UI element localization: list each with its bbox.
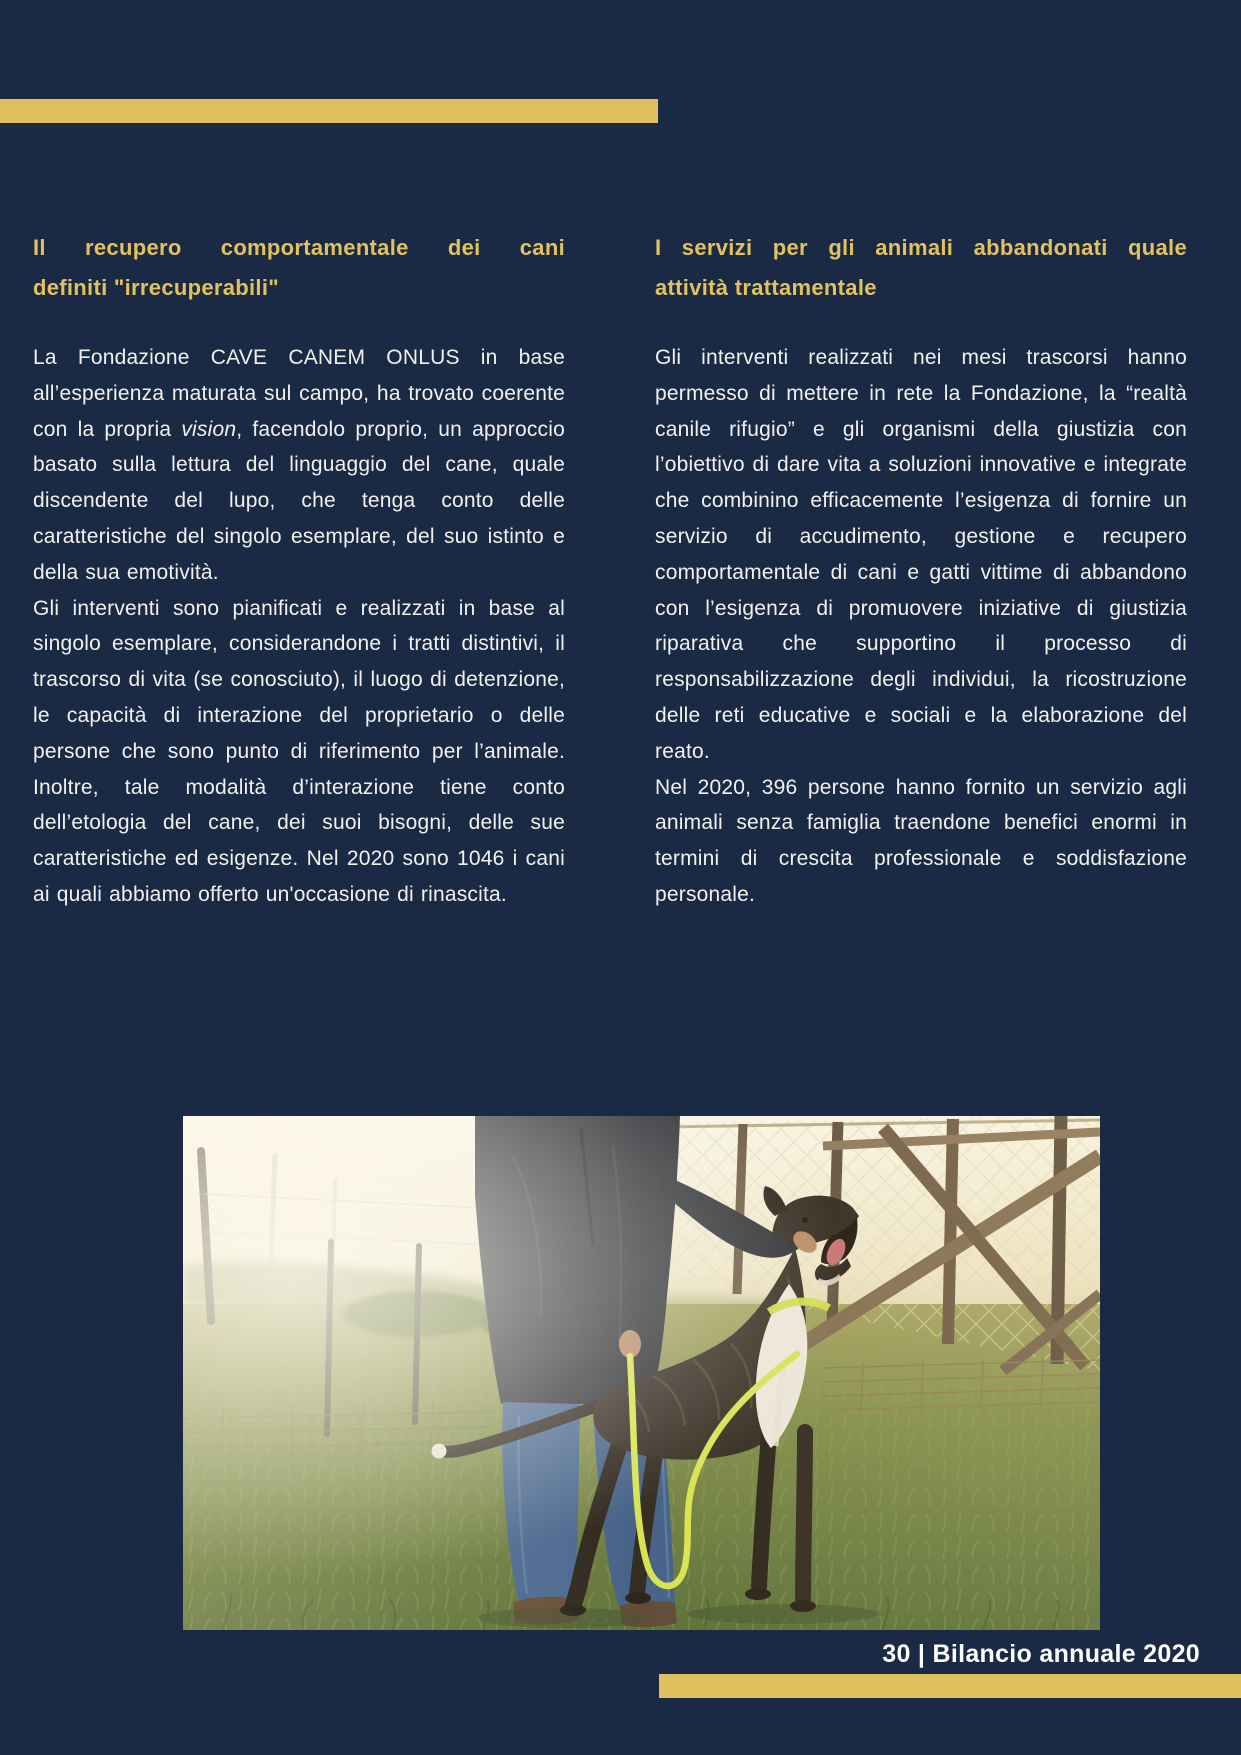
left-column	[33, 228, 565, 913]
vision-italic: vision	[181, 417, 237, 441]
left-heading-line-2: definiti "irrecuperabili"	[33, 275, 279, 300]
right-heading-line-1: I servizi per gli animali abbandonati quale	[655, 235, 1187, 260]
bottom-accent-bar	[659, 1674, 1241, 1698]
right-column-heading	[655, 228, 1187, 308]
left-column-heading	[33, 228, 565, 308]
left-column-body	[33, 340, 565, 913]
right-heading-line-2: attività trattamentale	[655, 275, 877, 300]
left-paragraph-1: La Fondazione CAVE CANEM ONLUS in base all’esperienza maturata sul campo, ha trovato coerente con la propria vision, facendolo proprio, un approccio basato sulla lettura del linguaggio del cane, quale discendente del lupo, che tenga conto delle caratteristiche del singolo esemplare, del suo istinto e della sua emotività.	[33, 346, 566, 584]
right-column	[655, 228, 1187, 913]
left-paragraph-2: Gli interventi sono pianificati e realizzati in base al singolo esemplare, considerandone i tratti distintivi, il trascorso di vita (se conosciuto), il luogo di detenzione, le capacità di interazione del proprietario o delle persone che sono punto di riferimento per l’animale. Inoltre, tale modalità d’interazione tiene conto dell’etologia del cane, dei suoi bisogni, delle sue caratteristiche ed esigenze. Nel 2020 sono 1046 i cani ai quali abbiamo offerto un'occasione di rinascita.	[33, 596, 565, 906]
right-paragraph-1: Gli interventi realizzati nei mesi trascorsi hanno permesso di mettere in rete la Fondazione, la “realtà canile rifugio” e gli organismi della giustizia con l’obiettivo di dare vita a soluzioni innovative e integrate che combinino efficacemente l’esigenza di fornire un servizio di accudimento, gestione e recupero comportamentale di cani e gatti vittime di abbandono con l’esigenza di promuovere iniziative di giustizia riparativa che supportino il processo di responsabilizzazione degli individui, la ricostruzione delle reti educative e sociali e la elaborazione del reato.	[655, 346, 1187, 763]
right-paragraph-2: Nel 2020, 396 persone hanno fornito un servizio agli animali senza famiglia traendone benefici enormi in termini di crescita professionale e soddisfazione personale.	[655, 775, 1187, 906]
left-heading-line-1: Il recupero comportamentale dei cani	[33, 235, 565, 260]
photo-dog-training	[183, 1116, 1100, 1630]
top-accent-bar	[0, 99, 658, 123]
footer-page-label: 30 | Bilancio annuale 2020	[882, 1640, 1200, 1668]
right-column-body	[655, 340, 1187, 913]
